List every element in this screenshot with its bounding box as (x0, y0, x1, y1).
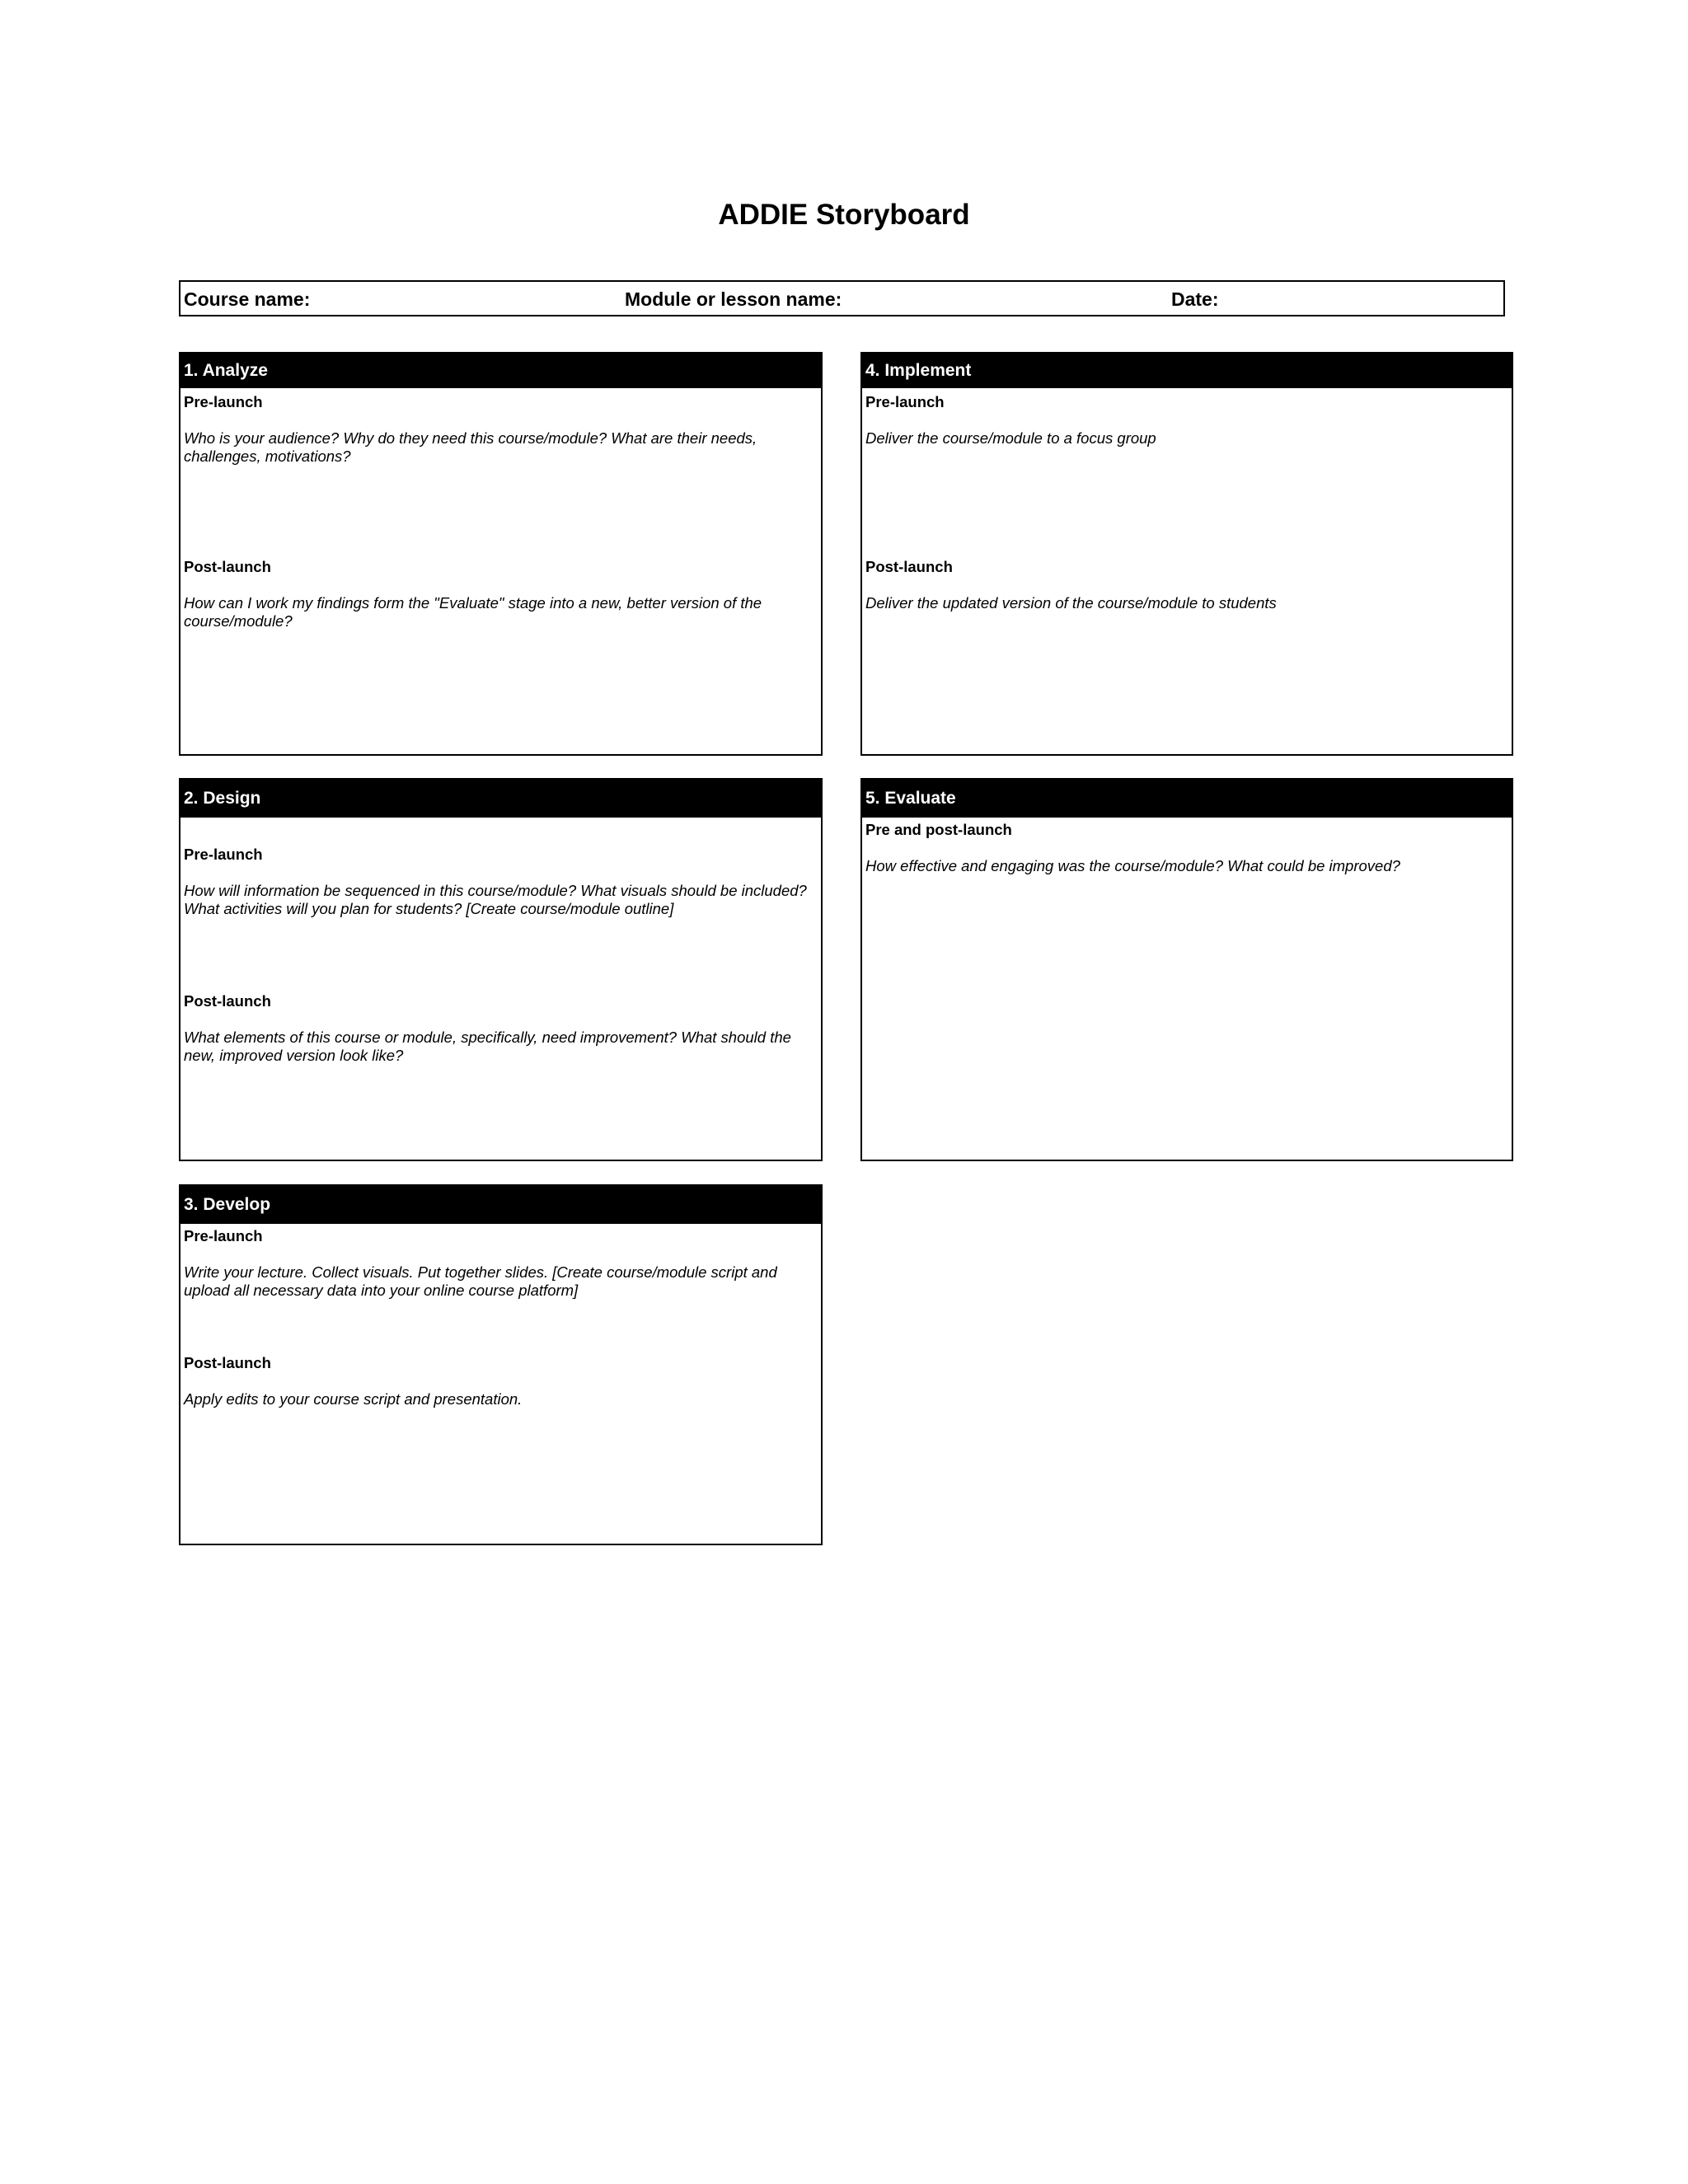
analyze-pre-launch-label: Pre-launch (184, 393, 263, 410)
evaluate-prompt[interactable]: How effective and engaging was the course/module? What could be improved? (865, 857, 1400, 874)
course-info-row (179, 280, 1505, 316)
section-develop-title: 3. Develop (181, 1186, 821, 1224)
implement-pre-launch-label: Pre-launch (865, 393, 945, 410)
section-evaluate-title: 5. Evaluate (862, 780, 1512, 818)
analyze-post-launch-label: Post-launch (184, 558, 271, 575)
design-post-launch-label: Post-launch (184, 992, 271, 1010)
develop-pre-launch-label: Pre-launch (184, 1227, 263, 1244)
develop-post-launch-label: Post-launch (184, 1354, 271, 1371)
design-pre-launch-prompt[interactable]: How will information be sequenced in this course/module? What visuals should be included? What activities will you plan for students? [Create course/module outline] (184, 882, 807, 917)
implement-pre-launch-prompt[interactable]: Deliver the course/module to a focus group (865, 429, 1156, 447)
implement-post-launch-label: Post-launch (865, 558, 953, 575)
section-develop (179, 1184, 823, 1545)
section-design-title: 2. Design (181, 780, 821, 818)
section-design (179, 778, 823, 1161)
section-analyze-title: 1. Analyze (181, 354, 821, 388)
develop-post-launch-prompt[interactable]: Apply edits to your course script and presentation. (184, 1390, 523, 1408)
implement-post-launch-prompt[interactable]: Deliver the updated version of the course/module to students (865, 594, 1277, 612)
design-post-launch-prompt[interactable]: What elements of this course or module, specifically, need improvement? What should the new, improved version look like? (184, 1029, 791, 1064)
course-name-label[interactable]: Course name: (184, 288, 311, 310)
evaluate-label: Pre and post-launch (865, 821, 1012, 838)
date-label[interactable]: Date: (1171, 288, 1219, 310)
section-implement-title: 4. Implement (862, 354, 1512, 388)
analyze-pre-launch-prompt[interactable]: Who is your audience? Why do they need this course/module? What are their needs, challenges, motivations? (184, 429, 757, 465)
design-pre-launch-label: Pre-launch (184, 846, 263, 863)
module-name-label[interactable]: Module or lesson name: (625, 288, 842, 310)
section-implement (860, 352, 1513, 756)
section-analyze (179, 352, 823, 756)
page-title: ADDIE Storyboard (718, 199, 970, 231)
analyze-post-launch-prompt[interactable]: How can I work my findings form the "Evaluate" stage into a new, better version of the course/module? (184, 594, 762, 630)
section-evaluate (860, 778, 1513, 1161)
develop-pre-launch-prompt[interactable]: Write your lecture. Collect visuals. Put together slides. [Create course/module script and upload all necessary data into your online course platform] (184, 1263, 777, 1299)
